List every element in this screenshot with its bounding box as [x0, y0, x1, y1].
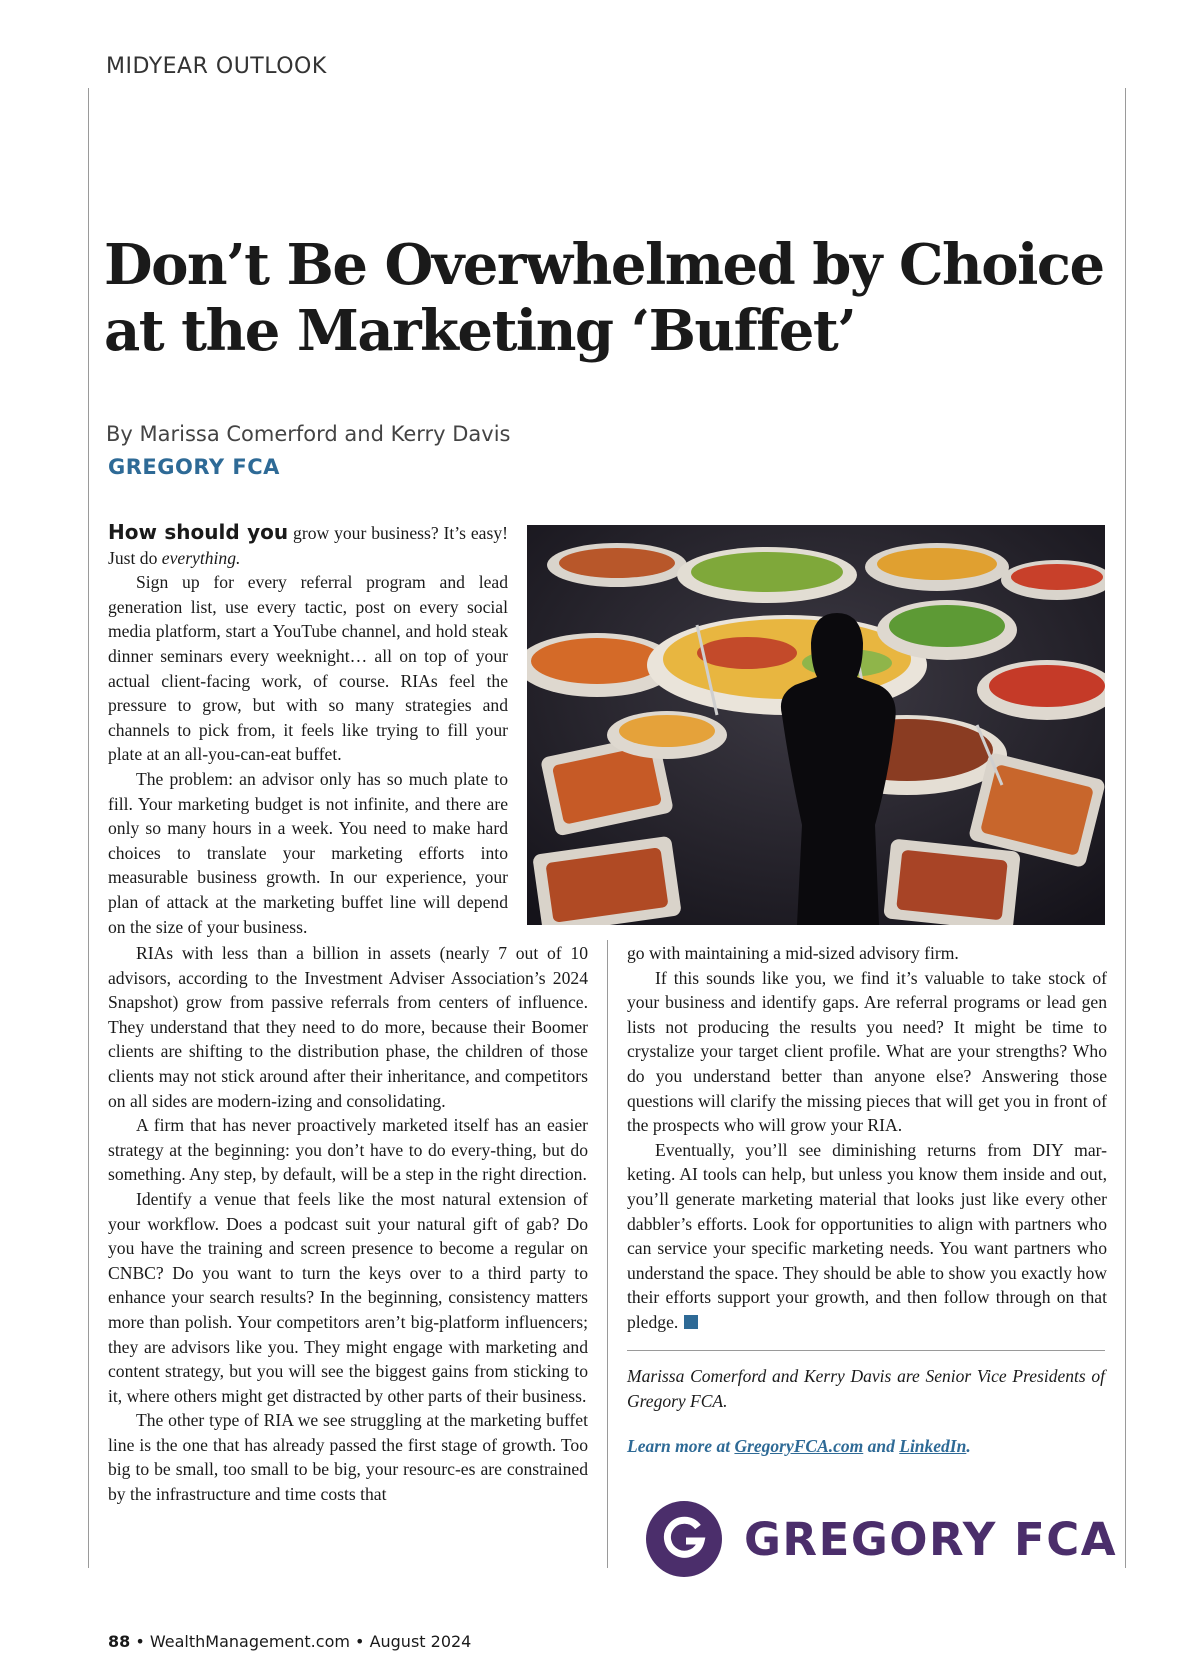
footer-site: WealthManagement.com: [149, 1632, 350, 1651]
page-footer: 88 • WealthManagement.com • August 2024: [108, 1632, 472, 1651]
lead-in: How should you: [108, 520, 289, 544]
section-label: MIDYEAR OUTLOOK: [106, 54, 327, 79]
article-headline: Don’t Be Overwhelmed by Choice at the Marketing ‘Buffet’: [104, 232, 1104, 364]
paragraph-5: A firm that has never proactively marketed itself has an easier strategy at the beginning: you don’t have to do every-thing, but do something. Any step, by default, will be a step in the right direction.: [108, 1115, 588, 1185]
learn-more: Learn more at GregoryFCA.com and LinkedIn.: [627, 1436, 971, 1456]
paragraph-6: Identify a venue that feels like the most natural extension of your workflow. Does a podcast suit your natural gift of gab? Do you have the training and screen presence to become a regular on CNBC? Do you want to turn the keys over to a third party to enhance your search results? In the beginning, consistency matters more than polish. Your competitors aren’t big-platform influencers; they are advisors like you. They might engage with marketing and content strategy, but you will see the biggest gains from sticking to it, where others might get distracted by other parts of their business.: [108, 1188, 588, 1406]
linkedin-link[interactable]: LinkedIn: [899, 1436, 967, 1456]
article-column-2: [627, 941, 1107, 1335]
paragraph-4: RIAs with less than a billion in assets (nearly 7 out of 10 advisors, according to the Investment Adviser Association’s 2024 Snapshot) grow from passive referrals from centers of influence. They understand that they need to do more, because their Boomer clients are shifting to the distribution phase, the children of those clients may not stick around after their inheritance, and competitors on all sides are modern-izing and consolidating.: [108, 943, 588, 1111]
paragraph-9: Eventually, you’ll see diminishing returns from DIY mar-keting. AI tools can help, but unless you know them inside and out, you’ll generate marketing material that looks just like every other dabbler’s efforts. Look for opportunities to align with partners who can service your specific marketing needs. You want partners who understand the space. They should be able to show you exactly how their efforts support your growth, and then follow through on that pledge.: [627, 1139, 1107, 1332]
paragraph-1: How should you grow your business? It’s easy! Just do everything.: [108, 520, 508, 568]
gregoryfca-link[interactable]: GregoryFCA.com: [734, 1436, 864, 1456]
left-margin-rule: [88, 88, 89, 1568]
column-divider: [607, 940, 608, 1568]
gregory-g-logo-mark: [646, 1501, 722, 1577]
right-margin-rule: [1125, 88, 1126, 1568]
article-column-1-top: [108, 520, 508, 939]
gregory-fca-logo: [646, 1500, 1117, 1578]
footer-issue: August 2024: [369, 1632, 472, 1651]
paragraph-3: The problem: an advisor only has so much plate to fill. Your marketing budget is not infinite, and there are only so many hours in a week. You need to make hard choices to translate your marketing efforts into measurable business growth. In our experience, your plan of attack at the marketing buffet line will depend on the size of your business.: [108, 768, 508, 937]
article-column-1-bottom: [108, 941, 588, 1507]
g-glyph-icon: [646, 1501, 722, 1577]
logo-wordmark: GREGORY FCA: [744, 1512, 1118, 1566]
page-number: 88: [108, 1632, 131, 1651]
paragraph-8: If this sounds like you, we find it’s valuable to take stock of your business and identify gaps. Are referral programs or lead gen lists not producing the results you need? It might be time to crystalize your target client profile. What are your strengths? Who do you understand better than anyone else? Answering those questions will clarify the missing pieces that will get you in front of the prospects who will grow your RIA.: [627, 967, 1107, 1136]
paragraph-2: Sign up for every referral program and lead generation list, use every tactic, post on every social media platform, start a YouTube channel, and hold steak dinner seminars every weeknight… all on top of your actual client-facing work, of course. RIAs feel the pressure to grow, but with so many strategies and channels to pick from, it feels like trying to fill your plate at an all-you-can-eat buffet.: [108, 572, 508, 765]
author-bio: Marissa Comerford and Kerry Davis are Senior Vice Presidents of Gregory FCA.: [627, 1366, 1105, 1411]
end-of-article-mark: [684, 1315, 698, 1329]
bio-divider: [627, 1350, 1105, 1351]
author-company: GREGORY FCA: [108, 455, 280, 479]
byline: By Marissa Comerford and Kerry Davis: [106, 422, 511, 446]
buffet-illustration: [527, 525, 1105, 925]
paragraph-7: The other type of RIA we see struggling at the marketing buffet line is the one that has already passed the first stage of growth. Too big to be small, too small to be big, your resourc-es are constrained by the infrastructure and time costs that: [108, 1410, 588, 1505]
paragraph-7-continued: go with maintaining a mid-sized advisory firm.: [627, 943, 959, 963]
